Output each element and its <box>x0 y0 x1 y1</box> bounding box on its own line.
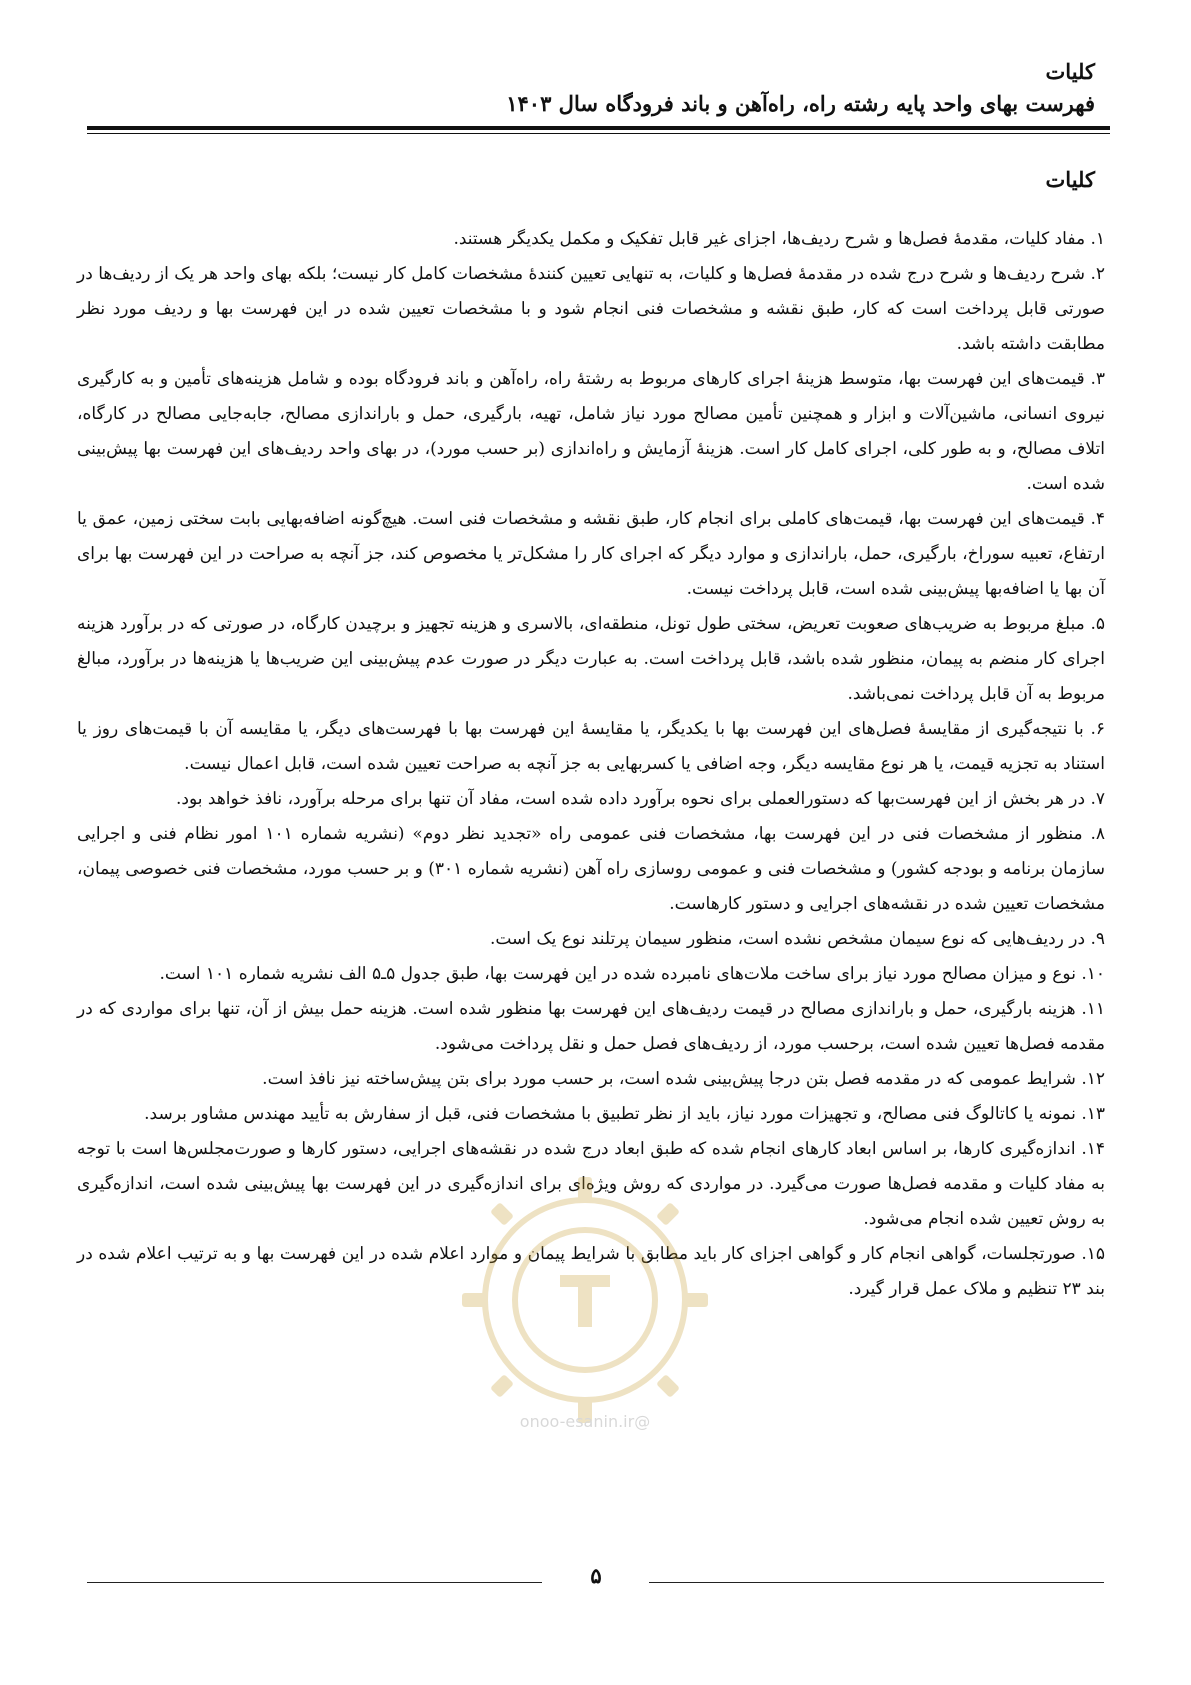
paragraph-5: ۵. مبلغ مربوط به ضریب‌های صعوبت تعریض، سختی طول تونل، منطقه‌ای، بالاسری و هزینه تجهیز و برچیدن کارگاه، در صورتی که در برآورد هزینه اجرای کار منضم به پیمان، منظور شده باشد، قابل پرداخت است. به عبارت دیگر در صورت عدم پیش‌بینی این ضریب‌ها یا هزینه‌ها در برآورد، مبالغ مربوط به آن قابل پرداخت نمی‌باشد. <box>77 614 1105 704</box>
paragraph-14: ۱۴. اندازه‌گیری کارها، بر اساس ابعاد کارهای انجام شده که طبق ابعاد درج شده در نقشه‌های اجرایی، دستور کارها و صورت‌مجلس‌ها است با توجه به مفاد کلیات و مقدمه فصل‌ها صورت می‌گیرد. در مواردی که روش ویژه‌ای برای اندازه‌گیری در این فهرست بها پیش‌بینی شده است، اندازه‌گیری به روش تعیین شده انجام می‌شود. <box>77 1139 1105 1229</box>
body-text <box>77 222 1105 1307</box>
page-header <box>95 56 1095 120</box>
paragraph-13: ۱۳. نمونه یا کاتالوگ فنی مصالح، و تجهیزات مورد نیاز، باید از نظر تطبیق با مشخصات فنی، قبل از سفارش به تأیید مهندس مشاور برسد. <box>144 1104 1105 1124</box>
header-subtitle: فهرست بهای واحد پایه رشته راه، راه‌آهن و باند فرودگاه سال ۱۴۰۳ <box>506 91 1095 116</box>
header-title: کلیات <box>1045 59 1095 84</box>
section-title: کلیات <box>1045 167 1095 192</box>
page-number: ۵ <box>590 1563 602 1588</box>
paragraph-4: ۴. قیمت‌های این فهرست بها، قیمت‌های کاملی برای انجام کار، طبق نقشه و مشخصات فنی است. هیچ‌گونه اضافه‌بهایی بابت سختی زمین، عمق یا ارتفاع، تعبیه سوراخ، بارگیری، حمل، باراندازی و موارد دیگر که اجرای کار را مشکل‌تر یا مخصوص کند، جز آنچه به صراحت در این فهرست بها برای آن بها یا اضافه‌بها پیش‌بینی شده است، قابل پرداخت نیست. <box>77 509 1105 599</box>
paragraph-15: ۱۵. صورتجلسات، گواهی انجام کار و گواهی اجزای کار باید مطابق با شرایط پیمان و موارد اعلام شده در این فهرست بها و به ترتیب اعلام شده در بند ۲۳ تنظیم و ملاک عمل قرار گیرد. <box>77 1244 1105 1299</box>
footer-rule-right <box>649 1582 1104 1583</box>
paragraph-2: ۲. شرح ردیف‌ها و شرح درج شده در مقدمهٔ فصل‌ها و کلیات، به تنهایی تعیین کنندهٔ مشخصات کامل کار نیست؛ بلکه بهای واحد هر یک از ردیف‌ها در صورتی قابل پرداخت است که کار، طبق نقشه و مشخصات فنی انجام شود و با مشخصات تعیین شده در این فهرست بها و ردیف مورد نظر مطابقت داشته باشد. <box>77 264 1105 354</box>
paragraph-9: ۹. در ردیف‌هایی که نوع سیمان مشخص نشده است، منظور سیمان پرتلند نوع یک است. <box>489 929 1105 949</box>
paragraph-12: ۱۲. شرایط عمومی که در مقدمه فصل بتن درجا پیش‌بینی شده است، بر حسب مورد برای بتن پیش‌ساخته نیز نافذ است. <box>262 1069 1105 1089</box>
paragraph-10: ۱۰. نوع و میزان مصالح مورد نیاز برای ساخت ملات‌های نامبرده شده در این فهرست بها، طبق جدول ۵ـ۵ الف نشریه شماره ۱۰۱ است. <box>159 964 1105 984</box>
header-rule-thin <box>87 133 1110 134</box>
footer-rule-left <box>87 1582 542 1583</box>
paragraph-7: ۷. در هر بخش از این فهرست‌بها که دستورالعملی برای نحوه برآورد داده شده است، مفاد آن تنها برای مرحله برآورد، نافذ خواهد بود. <box>176 789 1105 809</box>
header-rule-thick <box>87 126 1110 130</box>
paragraph-1: ۱. مفاد کلیات، مقدمهٔ فصل‌ها و شرح ردیف‌ها، اجزای غیر قابل تفکیک و مکمل یکدیگر هستند. <box>453 229 1105 249</box>
watermark-text: @onoo-esanin.ir <box>519 1412 651 1431</box>
paragraph-8: ۸. منظور از مشخصات فنی در این فهرست بها، مشخصات فنی عمومی راه «تجدید نظر دوم» (نشریه شماره ۱۰۱ امور نظام فنی و اجرایی سازمان برنامه و بودجه کشور) و مشخصات فنی و عمومی روسازی راه آهن (نشریه شماره ۳۰۱) و بر حسب مورد، مشخصات فنی خصوصی پیمان، مشخصات تعیین شده در نقشه‌های اجرایی و دستور کارهاست. <box>77 824 1105 914</box>
paragraph-11: ۱۱. هزینه بارگیری، حمل و باراندازی مصالح در قیمت ردیف‌های این فهرست بها منظور شده است. هزینه حمل بیش از آن، تنها برای مواردی که در مقدمه فصل‌ها تعیین شده است، برحسب مورد، از ردیف‌های فصل حمل و نقل پرداخت می‌شود. <box>77 999 1105 1054</box>
paragraph-3: ۳. قیمت‌های این فهرست بها، متوسط هزینهٔ اجرای کارهای مربوط به رشتهٔ راه، راه‌آهن و باند فرودگاه بوده و شامل هزینه‌های تأمین و به کارگیری نیروی انسانی، ماشین‌آلات و ابزار و همچنین تأمین مصالح مورد نیاز شامل، تهیه، بارگیری، حمل و باراندازی مصالح، جابه‌جایی مصالح در کارگاه، اتلاف مصالح، و به طور کلی، اجرای کامل کار است. هزینهٔ آزمایش و راه‌اندازی (بر حسب مورد)، در بهای واحد ردیف‌های این فهرست بها پیش‌بینی شده است. <box>77 369 1105 494</box>
paragraph-6: ۶. با نتیجه‌گیری از مقایسهٔ فصل‌های این فهرست بها با یکدیگر، یا مقایسهٔ این فهرست بها با فهرست‌های دیگر، یا مقایسه آن با قیمت‌های روز یا استناد به تجزیه قیمت، یا هر نوع مقایسه دیگر، وجه اضافی یا کسربهایی به جز آنچه به صراحت تعیین شده است، قابل اعمال نیست. <box>77 719 1105 774</box>
